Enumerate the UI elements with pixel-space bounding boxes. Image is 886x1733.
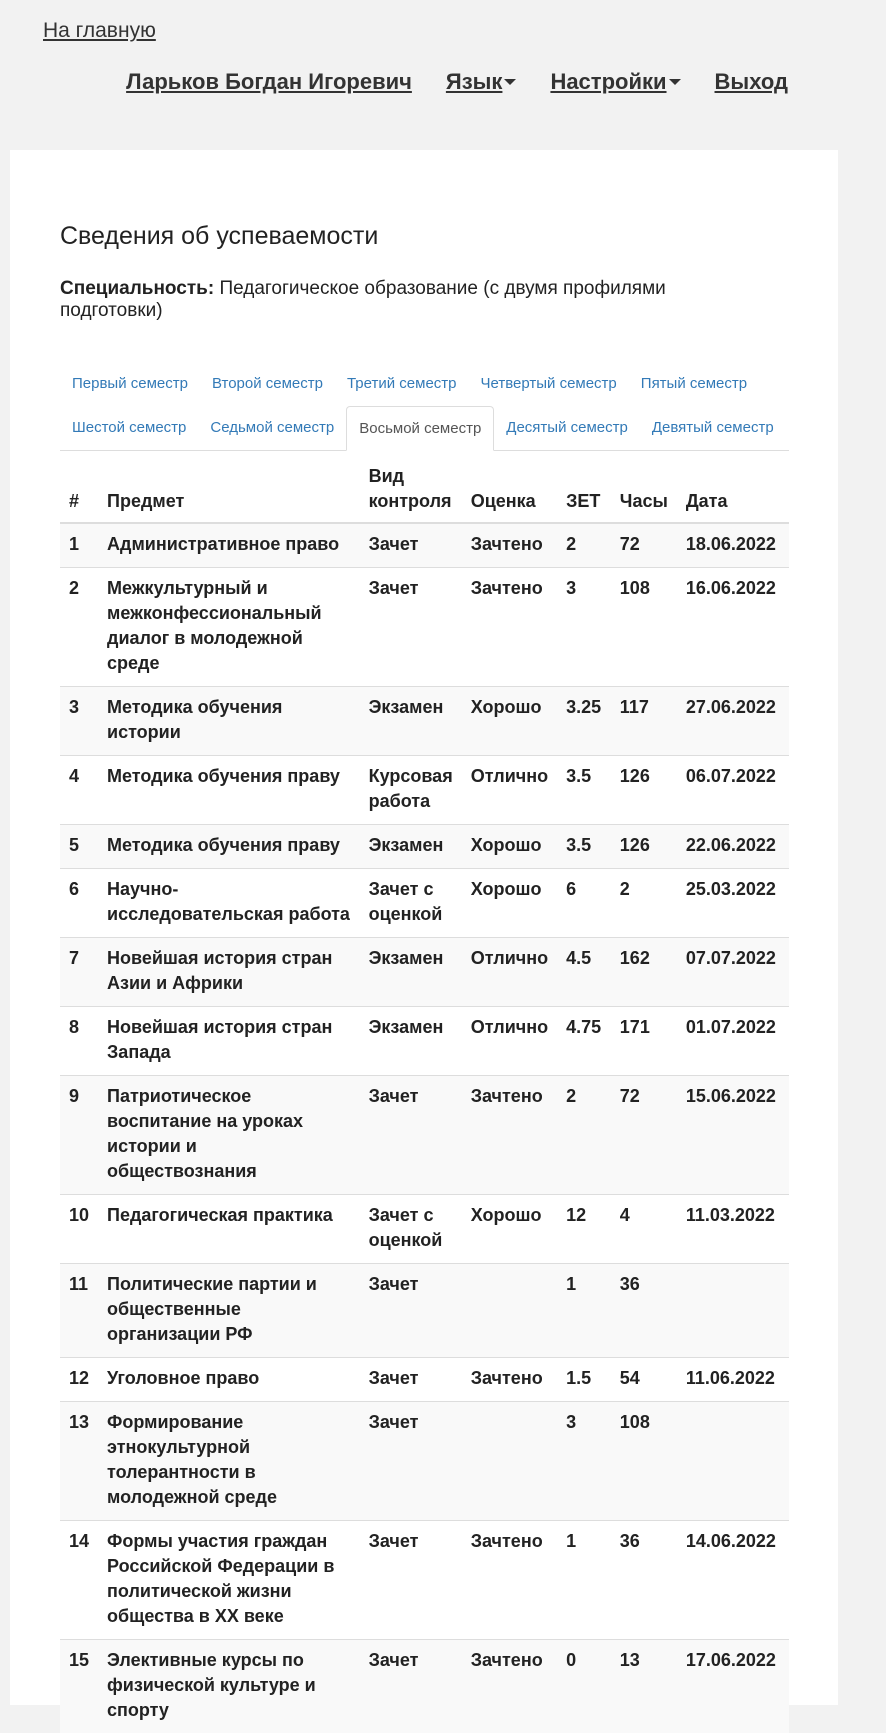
cell-control: Зачет <box>360 1521 462 1640</box>
cell-control: Зачет <box>360 1640 462 1733</box>
cell-control: Зачет <box>360 1402 462 1521</box>
tab-row <box>60 362 789 406</box>
cell-num: 11 <box>60 1264 98 1358</box>
cell-subject: Административное право <box>98 523 360 568</box>
tab-semester-5[interactable]: Пятый семестр <box>629 362 759 406</box>
cell-control: Экзамен <box>360 938 462 1007</box>
cell-control: Экзамен <box>360 825 462 869</box>
cell-subject: Методика обучения истории <box>98 687 360 756</box>
cell-date: 06.07.2022 <box>677 756 789 825</box>
cell-num: 14 <box>60 1521 98 1640</box>
cell-date: 27.06.2022 <box>677 687 789 756</box>
cell-zet: 3 <box>557 568 611 687</box>
cell-grade: Зачтено <box>462 1640 557 1733</box>
cell-hours: 171 <box>611 1007 677 1076</box>
cell-hours: 108 <box>611 568 677 687</box>
cell-num: 2 <box>60 568 98 687</box>
cell-subject: Методика обучения праву <box>98 756 360 825</box>
cell-date: 11.03.2022 <box>677 1195 789 1264</box>
table-row <box>60 1195 789 1264</box>
user-name-link[interactable]: Ларьков Богдан Игоревич <box>126 69 412 95</box>
table-row <box>60 1007 789 1076</box>
cell-date: 22.06.2022 <box>677 825 789 869</box>
tab-semester-6[interactable]: Шестой семестр <box>60 406 198 450</box>
chevron-down-icon <box>504 79 516 85</box>
cell-hours: 54 <box>611 1358 677 1402</box>
cell-subject: Новейшая история стран Азии и Африки <box>98 938 360 1007</box>
cell-num: 9 <box>60 1076 98 1195</box>
cell-grade <box>462 1402 557 1521</box>
tab-semester-3[interactable]: Третий семестр <box>335 362 469 406</box>
cell-hours: 36 <box>611 1521 677 1640</box>
table-row <box>60 1640 789 1733</box>
cell-grade: Хорошо <box>462 1195 557 1264</box>
tab-row <box>60 406 789 450</box>
cell-control: Зачет <box>360 1264 462 1358</box>
cell-date <box>677 1264 789 1358</box>
specialty-label: Специальность: <box>60 278 214 299</box>
grades-table <box>60 456 789 1733</box>
settings-dropdown[interactable] <box>550 69 680 95</box>
cell-zet: 3.5 <box>557 825 611 869</box>
cell-control: Курсовая работа <box>360 756 462 825</box>
cell-subject: Патриотическое воспитание на уроках истории и обществознания <box>98 1076 360 1195</box>
cell-grade: Зачтено <box>462 1358 557 1402</box>
cell-zet: 12 <box>557 1195 611 1264</box>
cell-date: 18.06.2022 <box>677 523 789 568</box>
cell-num: 13 <box>60 1402 98 1521</box>
column-header-date: Дата <box>677 456 789 523</box>
cell-zet: 3 <box>557 1402 611 1521</box>
cell-hours: 108 <box>611 1402 677 1521</box>
table-row <box>60 1402 789 1521</box>
specialty-info <box>60 278 760 322</box>
cell-hours: 126 <box>611 756 677 825</box>
cell-grade: Хорошо <box>462 687 557 756</box>
column-header-control: Вид контроля <box>360 456 462 523</box>
tab-semester-9[interactable]: Десятый семестр <box>494 406 640 450</box>
table-row <box>60 1358 789 1402</box>
cell-grade <box>462 1264 557 1358</box>
cell-num: 10 <box>60 1195 98 1264</box>
cell-control: Зачет <box>360 568 462 687</box>
cell-grade: Хорошо <box>462 869 557 938</box>
table-row <box>60 869 789 938</box>
cell-zet: 2 <box>557 523 611 568</box>
cell-date: 14.06.2022 <box>677 1521 789 1640</box>
cell-hours: 72 <box>611 1076 677 1195</box>
cell-date: 25.03.2022 <box>677 869 789 938</box>
column-header-zet: ЗЕТ <box>557 456 611 523</box>
cell-zet: 3.25 <box>557 687 611 756</box>
table-row <box>60 568 789 687</box>
table-row <box>60 825 789 869</box>
cell-zet: 4.75 <box>557 1007 611 1076</box>
cell-date: 16.06.2022 <box>677 568 789 687</box>
cell-zet: 4.5 <box>557 938 611 1007</box>
cell-num: 3 <box>60 687 98 756</box>
table-header-row <box>60 456 789 523</box>
column-header-hours: Часы <box>611 456 677 523</box>
cell-zet: 3.5 <box>557 756 611 825</box>
top-navigation <box>0 69 788 95</box>
cell-hours: 72 <box>611 523 677 568</box>
tab-semester-2[interactable]: Второй семестр <box>200 362 335 406</box>
cell-num: 4 <box>60 756 98 825</box>
cell-num: 15 <box>60 1640 98 1733</box>
tab-semester-8[interactable]: Восьмой семестр <box>346 406 494 451</box>
cell-subject: Формы участия граждан Российской Федерации в политической жизни общества в XX веке <box>98 1521 360 1640</box>
cell-hours: 4 <box>611 1195 677 1264</box>
cell-grade: Отлично <box>462 756 557 825</box>
cell-grade: Зачтено <box>462 1521 557 1640</box>
language-dropdown[interactable] <box>446 69 517 95</box>
table-row <box>60 523 789 568</box>
table-row <box>60 1521 789 1640</box>
tab-semester-10[interactable]: Девятый семестр <box>640 406 786 450</box>
tab-semester-4[interactable]: Четвертый семестр <box>469 362 629 406</box>
content-card <box>10 150 838 1705</box>
cell-hours: 117 <box>611 687 677 756</box>
cell-grade: Зачтено <box>462 568 557 687</box>
cell-num: 12 <box>60 1358 98 1402</box>
cell-control: Зачет с оценкой <box>360 1195 462 1264</box>
column-header-subject: Предмет <box>98 456 360 523</box>
cell-subject: Уголовное право <box>98 1358 360 1402</box>
cell-num: 6 <box>60 869 98 938</box>
cell-grade: Зачтено <box>462 523 557 568</box>
cell-subject: Научно-исследовательская работа <box>98 869 360 938</box>
cell-num: 1 <box>60 523 98 568</box>
cell-control: Экзамен <box>360 1007 462 1076</box>
cell-zet: 1 <box>557 1264 611 1358</box>
cell-control: Экзамен <box>360 687 462 756</box>
cell-subject: Межкультурный и межконфессиональный диалог в молодежной среде <box>98 568 360 687</box>
home-link[interactable]: На главную <box>43 19 156 43</box>
cell-subject: Новейшая история стран Запада <box>98 1007 360 1076</box>
tab-semester-1[interactable]: Первый семестр <box>60 362 200 406</box>
settings-label: Настройки <box>550 69 666 94</box>
cell-date: 17.06.2022 <box>677 1640 789 1733</box>
cell-subject: Формирование этнокультурной толерантности в молодежной среде <box>98 1402 360 1521</box>
cell-zet: 1.5 <box>557 1358 611 1402</box>
table-row <box>60 687 789 756</box>
semester-tabs <box>60 362 789 451</box>
cell-hours: 2 <box>611 869 677 938</box>
cell-date: 01.07.2022 <box>677 1007 789 1076</box>
cell-hours: 36 <box>611 1264 677 1358</box>
cell-subject: Политические партии и общественные организации РФ <box>98 1264 360 1358</box>
cell-grade: Отлично <box>462 1007 557 1076</box>
tab-semester-7[interactable]: Седьмой семестр <box>198 406 346 450</box>
specialty-value: Педагогическое образование (с двумя профилями подготовки) <box>60 278 666 321</box>
table-row <box>60 1076 789 1195</box>
cell-control: Зачет с оценкой <box>360 869 462 938</box>
cell-grade: Отлично <box>462 938 557 1007</box>
table-row <box>60 756 789 825</box>
cell-grade: Хорошо <box>462 825 557 869</box>
cell-hours: 13 <box>611 1640 677 1733</box>
cell-zet: 1 <box>557 1521 611 1640</box>
cell-date: 07.07.2022 <box>677 938 789 1007</box>
cell-date: 15.06.2022 <box>677 1076 789 1195</box>
grades-table-body <box>60 523 789 1733</box>
language-label: Язык <box>446 69 503 94</box>
column-header-grade: Оценка <box>462 456 557 523</box>
cell-control: Зачет <box>360 523 462 568</box>
cell-num: 5 <box>60 825 98 869</box>
table-row <box>60 938 789 1007</box>
chevron-down-icon <box>669 79 681 85</box>
cell-date: 11.06.2022 <box>677 1358 789 1402</box>
table-row <box>60 1264 789 1358</box>
cell-hours: 162 <box>611 938 677 1007</box>
cell-date <box>677 1402 789 1521</box>
cell-zet: 0 <box>557 1640 611 1733</box>
cell-zet: 2 <box>557 1076 611 1195</box>
cell-grade: Зачтено <box>462 1076 557 1195</box>
cell-subject: Элективные курсы по физической культуре и спорту <box>98 1640 360 1733</box>
cell-num: 8 <box>60 1007 98 1076</box>
cell-control: Зачет <box>360 1076 462 1195</box>
cell-control: Зачет <box>360 1358 462 1402</box>
cell-subject: Педагогическая практика <box>98 1195 360 1264</box>
cell-subject: Методика обучения праву <box>98 825 360 869</box>
logout-link[interactable]: Выход <box>715 69 788 95</box>
page-title: Сведения об успеваемости <box>60 222 378 251</box>
column-header-num: # <box>60 456 98 523</box>
cell-num: 7 <box>60 938 98 1007</box>
cell-zet: 6 <box>557 869 611 938</box>
cell-hours: 126 <box>611 825 677 869</box>
